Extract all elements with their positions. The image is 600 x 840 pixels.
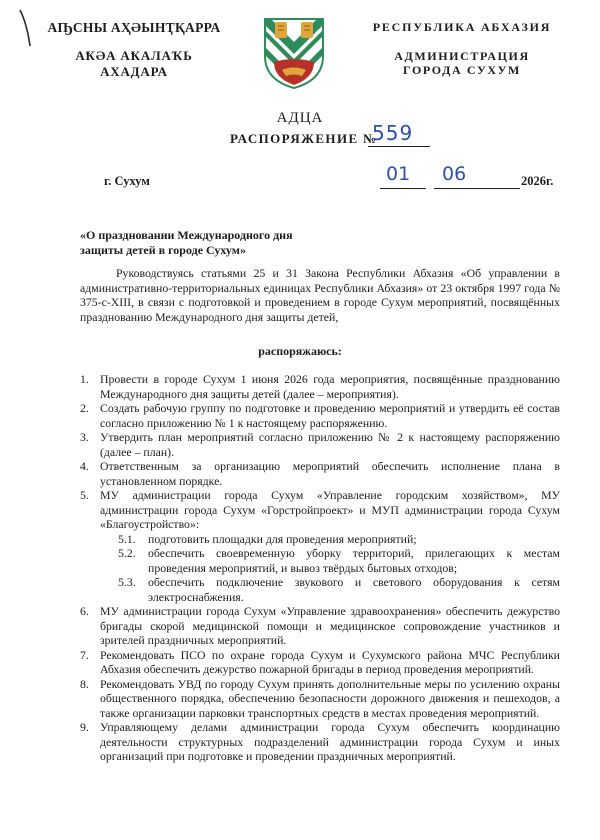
subject-line-2: защиты детей в городе Сухум» (80, 243, 246, 257)
order-items-list (80, 372, 560, 764)
order-subitem-5-1 (118, 532, 560, 547)
item-number: 9. (80, 720, 89, 734)
item-text: Провести в городе Сухум 1 июня 2026 года мероприятия, посвящённые празднованию Международного дня защиты детей (далее – мероприятия). (100, 372, 560, 401)
item-number: 5. (80, 488, 89, 502)
letterhead-right-line2: АДМИНИСТРАЦИЯ (394, 48, 530, 63)
letterhead-left (28, 20, 240, 79)
item-text: МУ администрации города Сухум «Управление здравоохранения» обеспечить дежурство бригады скорой медицинской помощи и медицинское сопровождение участников и зрителей праздничных мероприятий. (100, 604, 560, 647)
order-subitem-5-3 (118, 575, 560, 604)
date-month-handwritten: 06 (442, 163, 467, 185)
document-preamble: Руководствуясь статьями 25 и 31 Закона Республики Абхазия «Об управлении в административно-территориальных единицах Республики Абхазия» от 23 октября 1997 года № 375-с-XIII, в связи с подготовкой и проведением в городе Сухум мероприятий, посвящённых празднованию Международного дня защиты детей, (80, 266, 560, 324)
date-day-handwritten: 01 (386, 163, 411, 185)
item-number: 6. (80, 604, 89, 618)
order-item-4 (80, 459, 560, 488)
item-text: Утвердить план мероприятий согласно приложению № 2 к настоящему распоряжению (далее – план). (100, 430, 560, 459)
document-subject (80, 228, 360, 258)
letterhead-left-line2: АҞӘА АҞАЛАҠЬ (75, 48, 193, 64)
order-item-3 (80, 430, 560, 459)
order-item-5 (80, 488, 560, 532)
item-number: 3. (80, 430, 89, 444)
subitem-number: 5.3. (118, 575, 136, 589)
subitem-text: обеспечить своевременную уборку территорий, прилегающих к местам проведения мероприятий, и вывоз твёрдых бытовых отходов; (148, 546, 560, 575)
item-number: 4. (80, 459, 89, 473)
subitem-text: подготовить площадки для проведения мероприятий; (148, 531, 417, 546)
date-day-underline (380, 188, 426, 189)
item-number: 7. (80, 647, 89, 662)
letterhead-left-line3: АХАДАРА (100, 63, 168, 79)
item-text: Рекомендовать ПСО по охране города Сухум и Сухумского района МЧС Республики Абхазия обеспечить дежурство пожарной бригады в период проведения мероприятий. (100, 647, 560, 676)
item-text: Рекомендовать УВД по городу Сухум принять дополнительные меры по усилению охраны общественного порядка, обеспечению безопасности дорожного движения и пешеходов, а также организации парковки транспортных средств в местах проведения мероприятий. (100, 676, 560, 720)
letterhead-right-line3: ГОРОДА СУХУМ (403, 63, 521, 78)
item-text: Ответственным за организацию мероприятий обеспечить исполнение плана в установленном порядке. (100, 459, 560, 488)
letterhead-left-line1: АҦСНЫ АҲӘЫНҬҚАРРА (47, 20, 221, 35)
letterhead-right (342, 20, 582, 78)
order-item-2 (80, 401, 560, 430)
item-text: МУ администрации города Сухум «Управление городским хозяйством», МУ администрации города Сухум «Горстройпроект» и МУП администрации города Сухум «Благоустройство»: (100, 488, 560, 531)
order-item-6 (80, 604, 560, 648)
document-city: г. Сухум (104, 174, 150, 188)
order-item-1 (80, 372, 560, 401)
subitem-number: 5.1. (118, 531, 136, 546)
order-subitem-5-2 (118, 546, 560, 575)
date-month-underline (434, 188, 520, 189)
sukhum-coat-of-arms-icon (262, 16, 326, 90)
order-item-9 (80, 720, 560, 764)
order-item-7 (80, 648, 560, 677)
document-title-order: РАСПОРЯЖЕНИЕ № (230, 131, 378, 146)
order-item-8 (80, 677, 560, 721)
decree-word: распоряжаюсь: (258, 344, 342, 358)
item-number: 2. (80, 401, 89, 415)
letterhead-right-line1: РЕСПУБЛИКА АБХАЗИЯ (372, 20, 552, 34)
document-title-abkhaz: АДЦА (276, 110, 324, 126)
item-text: Создать рабочую группу по подготовке и проведению мероприятий и утвердить её состав согласно приложению № 1 к настоящему распоряжению. (100, 401, 560, 430)
date-year: 2026г. (521, 174, 554, 188)
subitem-text: обеспечить подключение звукового и светового оборудования к сетям электроснабжения. (148, 575, 560, 604)
subject-line-1: «О праздновании Международного дня (80, 228, 293, 242)
order-number-underline (368, 146, 430, 147)
subitem-number: 5.2. (118, 546, 136, 560)
item-number: 8. (80, 676, 89, 691)
item-text: Управляющему делами администрации города Сухум обеспечить координацию деятельности структурных подразделений администрации города Сухум и иных организаций при подготовке и проведении праздничных мероприятий. (100, 720, 560, 763)
order-number-handwritten: 559 (372, 121, 414, 145)
item-number: 1. (80, 372, 89, 386)
